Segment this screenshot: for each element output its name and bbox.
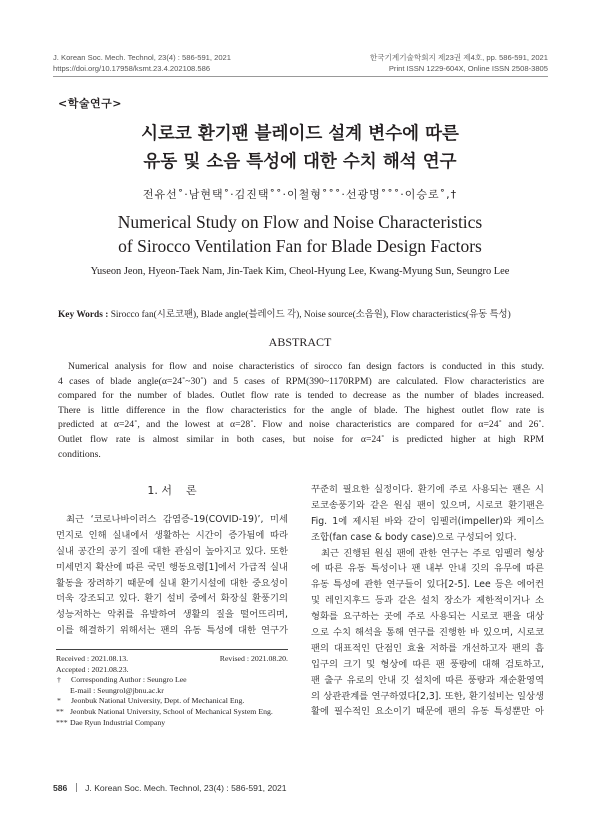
abstract-line: Numerical analysis for flow and noise characteristics of sirocco fan design factors is conducted in this study. (68, 361, 544, 372)
footnote-mark: † (57, 675, 61, 685)
footnote-item (56, 696, 288, 707)
footnote-mark (56, 686, 70, 697)
title-korean-line: 유동 및 소음 특성에 대한 수치 해석 연구 (143, 152, 457, 172)
footnote-mark: ** (56, 706, 64, 716)
title-korean-line: 시로코 환기팬 블레이드 설계 변수에 따른 (141, 124, 459, 144)
title-korean (0, 122, 600, 174)
page-number: 586 (53, 783, 68, 793)
body-line: 에 따른 유동 특성이나 팬 내부 안내 깃의 유무에 따른 (311, 563, 544, 575)
keywords (58, 306, 511, 320)
authors-english: Yuseon Jeon, Hyeon-Taek Nam, Jin-Taek Kim, Cheol-Hyung Lee, Kwang-Myung Sun, Seungro Lee (90, 266, 510, 277)
dates-row (56, 654, 288, 665)
abstract-line: predicted at α=24˚, and the lowest at α=28˚. Flow and noise characteristics are compared for α=24˚ and 26˚. (58, 419, 544, 431)
abstract-line: There is little difference in the flow characteristics for the angle of blade. The highest outlet flow rate is (58, 404, 544, 416)
keywords-text: Sirocco fan(시로코팬), Blade angle(블레이드 각), Noise source(소음원), Flow characteristics(유동 특성) (110, 310, 511, 320)
body-line: 으로 수치 해석을 통해 연구를 진행한 바 있으며, 시로코 (311, 627, 544, 639)
footnotes (56, 654, 288, 728)
title-english-line: Numerical Study on Flow and Noise Characteristics (117, 212, 483, 232)
footnote-text: Corresponding Author : Seungro Lee (71, 675, 187, 685)
footnote-item (56, 707, 288, 718)
body-line: 더욱 강조되고 있다. 환기 설비 중에서 화장실 환풍기의 (56, 593, 288, 605)
doi-link[interactable]: https://doi.org/10.17958/ksmt.23.4.202108.586 (53, 64, 211, 73)
authors-korean: 전유선˚·남현택˚·김진택˚˚·이철형˚˚˚·선광명˚˚˚·이승로˚,† (142, 188, 458, 201)
body-line: 미세먼지 확산에 따른 국민 행동요령[1]에서 가급적 실내 (56, 561, 288, 573)
body-line: 꾸준히 필요한 실정이다. 환기에 주로 사용되는 팬은 시 (311, 484, 544, 495)
journal-citation-kr: 한국기계기술학회지 제23권 제4호, pp. 586-591, 2021 (369, 53, 548, 62)
abstract-line: compared for the number of blades. Outlet flow rate is tended to decrease as the number of blades increased. (58, 390, 544, 402)
received-date: Received : 2021.08.13. (56, 654, 129, 663)
body-line: 실내 공간의 공기 질에 대한 관심이 높아지고 있다. 또한 (56, 545, 288, 557)
body-line: 조합(fan case & body case)으로 구성되어 있다. (311, 531, 517, 543)
body-line: 팬의 대표적인 단점인 효율 저하를 개선하고자 팬의 흡 (311, 642, 544, 654)
revised-date: Revised : 2021.08.20. (219, 654, 288, 663)
abstract-body (58, 360, 544, 462)
body-line: 유동 특성에 관한 연구들이 있다[2-5]. Lee 등은 에어컨 (311, 579, 544, 591)
abstract-line: 4 cases of blade angle(α=24˚~30˚) and 5 cases of RPM(390~1170RPM) are calculated. Flow characteristics are (58, 375, 544, 387)
body-line: 의 상관관계를 연구하였다[2,3]. 또한, 환기설비는 일상생 (311, 690, 544, 702)
page-footer (53, 783, 287, 793)
footnote-text: Dae Ryun Industrial Company (70, 717, 166, 727)
footnote-mark: *** (56, 717, 68, 727)
header-rule (53, 76, 548, 77)
body-line: 먼지로 인해 실내에서 생활하는 시간이 증가됨에 따라 (56, 529, 288, 541)
body-line: 입구의 크기 및 형상에 따른 팬 풍량에 대해 검토하고, (311, 658, 544, 670)
title-english-line: of Sirocco Ventilation Fan for Blade Design Factors (118, 236, 482, 256)
footnote-item (56, 718, 288, 729)
body-line: 로코송풍기와 같은 원심 팬이 있으며, 시로코 환기팬은 (311, 499, 544, 511)
journal-citation: J. Korean Soc. Mech. Technol, 23(4) : 586-591, 2021 (53, 53, 231, 62)
left-column-body (56, 512, 288, 639)
abstract-heading: ABSTRACT (268, 335, 332, 349)
body-line: 이를 해결하기 위해서는 팬의 유동 특성에 대한 연구가 (56, 625, 288, 637)
body-line: 형화를 요구하는 곳에 주로 사용되는 시로코 팬을 대상 (311, 611, 544, 623)
body-line: Fig. 1에 제시된 바와 같이 임펠러(impeller)와 케이스 (311, 515, 544, 527)
footnote-text: Jeonbuk National University, Dept. of Mechanical Eng. (71, 696, 245, 706)
issn: Print ISSN 1229-604X, Online ISSN 2508-3805 (388, 64, 548, 73)
body-line: 팬 출구 유로의 안내 깃 설치에 따른 풍량과 재순환영역 (311, 674, 544, 686)
body-line: 성능저하는 악취를 유발하여 생활의 질을 떨어뜨리며, (56, 609, 288, 621)
body-line: 활동을 장려하기 때문에 실내 환기시설에 대한 중요성이 (56, 577, 288, 589)
body-line: 최근 진행된 원심 팬에 관한 연구는 주로 임펠러 형상 (321, 547, 544, 559)
footnote-text: Jeonbuk National University, School of Mechanical System Eng. (70, 706, 273, 716)
abstract-line: conditions. (58, 448, 101, 460)
title-english (0, 210, 600, 258)
right-column-body (311, 482, 544, 720)
footer-divider (76, 783, 77, 792)
body-line: 및 레인지후드 등과 같은 설치 장소가 제한적이거나 소 (311, 595, 544, 607)
footer-journal: J. Korean Soc. Mech. Technol, 23(4) : 586-591, 2021 (85, 783, 287, 793)
keywords-label: Key Words : (58, 310, 109, 320)
footnote-rule (56, 649, 288, 650)
abstract-line: Outlet flow rate is almost similar in both cases, but noise for α=24˚ is predicted higher at high RPM (58, 433, 544, 445)
footnote-item (56, 675, 288, 686)
accepted-date: Accepted : 2021.08.23. (56, 664, 129, 674)
footnote-item (56, 686, 288, 697)
article-category: <학술연구> (58, 97, 122, 110)
section-heading-introduction: 1. 서 론 (147, 484, 197, 497)
body-line: 활에 필수적인 요소이기 때문에 팬의 유동 특성뿐만 아 (311, 706, 544, 718)
footnote-email[interactable]: E-mail : Seungrol@jbnu.ac.kr (70, 685, 164, 695)
body-line: 최근 ‘코로나바이러스 감염증-19(COVID-19)’, 미세 (66, 514, 288, 525)
footnote-mark: * (57, 696, 61, 706)
